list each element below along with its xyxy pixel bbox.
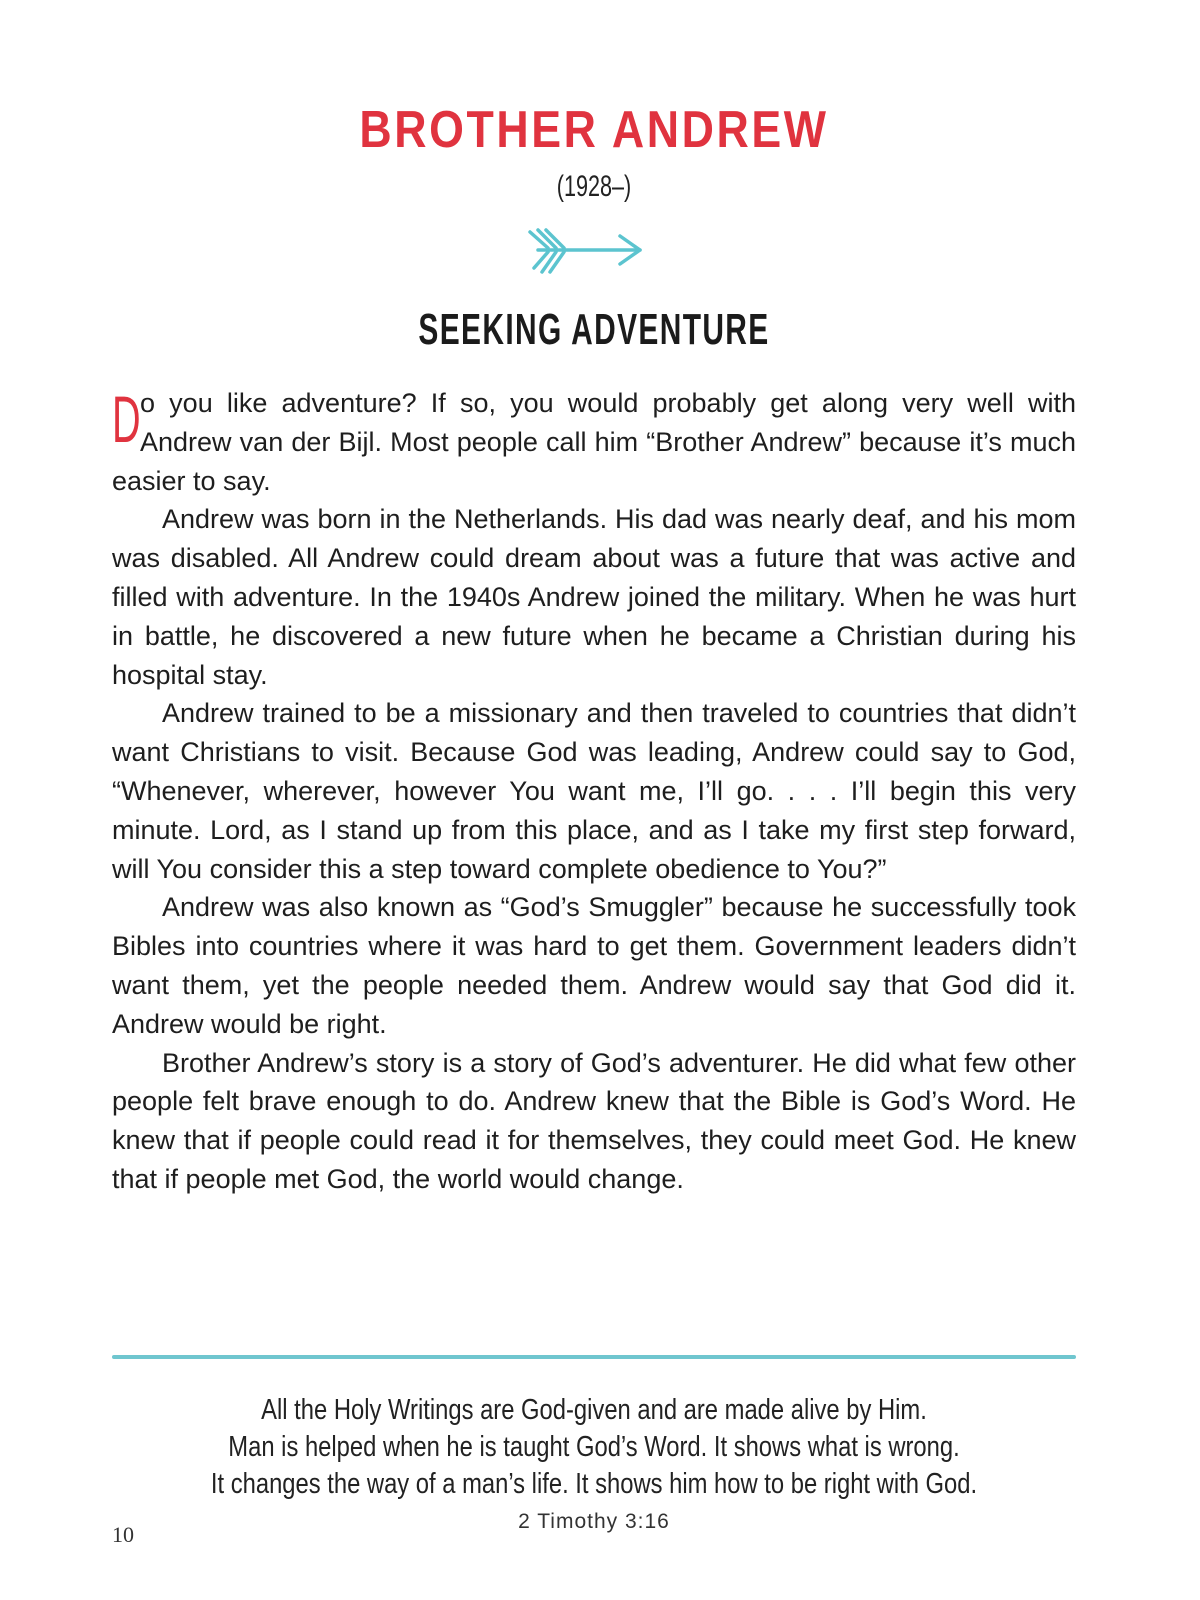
- paragraph-4: Andrew was also known as “God’s Smuggler” because he successfully took Bibles into countries where it was hard to get them. Government leaders didn’t want them, yet the people needed them. Andrew would say that God did it. Andrew would be right.: [112, 892, 1076, 1039]
- arrow-right-icon: [528, 228, 658, 278]
- verse-reference: 2 Timothy 3:16: [518, 1510, 670, 1533]
- divider-rule: [112, 1355, 1076, 1359]
- scripture-verse: [107, 1392, 1081, 1503]
- page-number: 10: [112, 1522, 134, 1547]
- verse-line-3: It changes the way of a man’s life. It shows him how to be right with God.: [210, 1468, 978, 1500]
- story-body: [112, 384, 1076, 1199]
- drop-cap: D: [112, 382, 141, 456]
- verse-line-2: Man is helped when he is taught God’s Word. It shows what is wrong.: [228, 1431, 960, 1463]
- paragraph-5: Brother Andrew’s story is a story of God’s adventurer. He did what few other people felt brave enough to do. Andrew knew that the Bible is God’s Word. He knew that if people could read it for themselves, they could meet God. He knew that if people met God, the world would change.: [112, 1047, 1076, 1194]
- paragraph-3: Andrew trained to be a missionary and then traveled to countries that didn’t want Christians to visit. Because God was leading, Andrew could say to God, “Whenever, wherever, however You want me, I’ll go. . . . I’ll begin this very minute. Lord, as I stand up from this place, and as I take my first step forward, will You consider this a step toward complete obedience to You?”: [112, 698, 1076, 884]
- paragraph-2: Andrew was born in the Netherlands. His dad was nearly deaf, and his mom was disabled. All Andrew could dream about was a future that was active and filled with adventure. In the 1940s Andrew joined the military. When he was hurt in battle, he discovered a new future when he became a Christian during his hospital stay.: [112, 504, 1076, 690]
- section-title: SEEKING ADVENTURE: [418, 305, 770, 354]
- paragraph-1-text: o you like adventure? If so, you would probably get along very well with Andrew van der Bijl. Most people call him “Brother Andrew” because it’s much easier to say.: [112, 388, 1076, 496]
- page-title: BROTHER ANDREW: [359, 101, 829, 159]
- paragraph-1: [112, 384, 1076, 500]
- life-dates: (1928–): [556, 170, 632, 203]
- verse-line-1: All the Holy Writings are God-given and are made alive by Him.: [261, 1394, 927, 1426]
